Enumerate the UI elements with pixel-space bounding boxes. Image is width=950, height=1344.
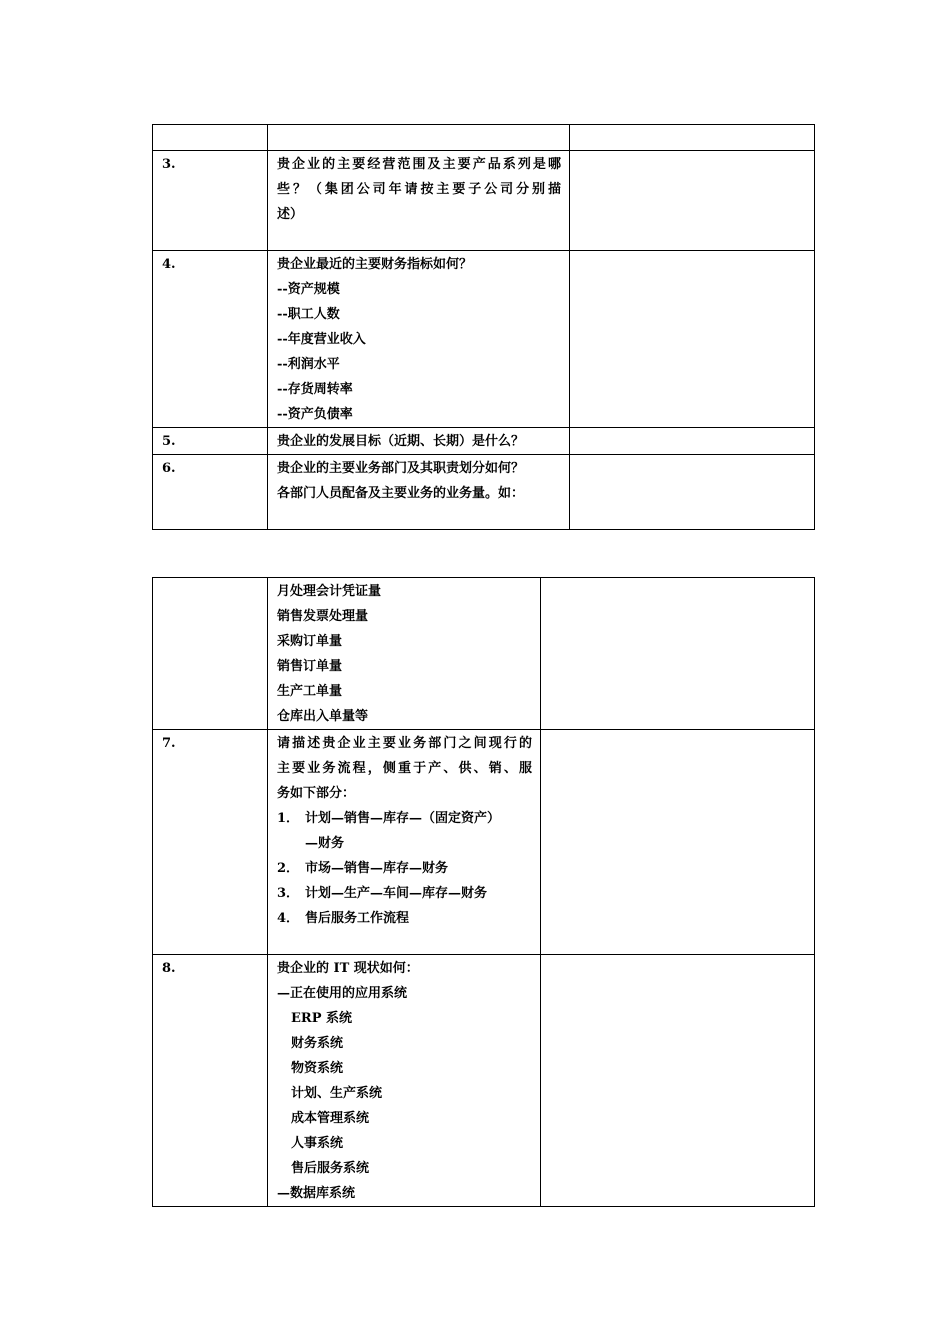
- system-item: 计划、生产系统: [291, 1086, 383, 1101]
- workload-item: 销售发票处理量: [277, 609, 369, 624]
- question-text: 贵企业的 IT 现状如何：: [277, 961, 419, 976]
- question-bullet: --职工人数: [277, 307, 340, 322]
- process-item-number: 3．: [277, 886, 300, 901]
- process-item: [277, 906, 532, 931]
- answer-cell: [541, 730, 815, 955]
- database-subheader: —数据库系统: [277, 1186, 356, 1201]
- number-cell: [153, 125, 268, 151]
- process-item: [277, 806, 532, 831]
- process-item-number: 1．: [277, 811, 300, 826]
- answer-cell: [541, 955, 815, 1207]
- table-row: [153, 151, 815, 251]
- question-bullet: --年度营业收入: [277, 332, 366, 347]
- question-text: 贵企业的发展目标（近期、长期）是什么？: [277, 434, 525, 449]
- workload-item: 采购订单量: [277, 634, 343, 649]
- workload-item: 仓库出入单量等: [277, 709, 369, 724]
- answer-cell: [570, 428, 815, 455]
- question-text: 贵企业最近的主要财务指标如何？: [277, 257, 473, 272]
- answer-cell: [570, 151, 815, 251]
- question-text: 贵企业的主要经营范围及主要产品系列是哪: [277, 157, 561, 172]
- workload-item: 生产工单量: [277, 684, 343, 699]
- question-cell: [268, 125, 570, 151]
- question-cell: [268, 428, 570, 455]
- question-text: 请描述贵企业主要业务部门之间现行的: [277, 736, 532, 751]
- question-cell: [268, 251, 570, 428]
- question-cell: [268, 455, 570, 530]
- process-item-continuation: —财务: [305, 836, 345, 851]
- question-text: 些？（集团公司年请按主要子公司分别描: [277, 182, 561, 197]
- question-text: 务如下部分：: [277, 786, 356, 801]
- process-item-text: 计划—生产—车间—库存—财务: [305, 886, 488, 901]
- question-number: 6.: [153, 455, 268, 530]
- answer-cell: [570, 125, 815, 151]
- process-item: [277, 856, 532, 881]
- question-number: 5.: [153, 428, 268, 455]
- question-bullet: --存货周转率: [277, 382, 353, 397]
- systems-subheader: —正在使用的应用系统: [277, 986, 408, 1001]
- question-bullet: --资产负债率: [277, 407, 353, 422]
- system-item: ERP 系统: [291, 1011, 353, 1026]
- question-number: 3.: [153, 151, 268, 251]
- question-bullet: --资产规模: [277, 282, 340, 297]
- question-cell: [268, 955, 541, 1207]
- answer-cell: [570, 455, 815, 530]
- question-number: 8.: [153, 955, 268, 1207]
- system-item: 人事系统: [291, 1136, 344, 1151]
- answer-cell: [570, 251, 815, 428]
- answer-cell: [541, 578, 815, 730]
- table-row: [153, 125, 815, 151]
- question-bullet: --利润水平: [277, 357, 340, 372]
- process-item-number: 2．: [277, 861, 300, 876]
- system-item: 成本管理系统: [291, 1111, 370, 1126]
- table-row: [153, 428, 815, 455]
- question-text: 主要业务流程，侧重于产、供、销、服: [277, 761, 532, 776]
- process-item-text: 市场—销售—库存—财务: [305, 861, 449, 876]
- system-item: 售后服务系统: [291, 1161, 370, 1176]
- table-row: [153, 730, 815, 955]
- questionnaire-table-2: [152, 577, 815, 1207]
- system-item: 财务系统: [291, 1036, 344, 1051]
- question-number: 4.: [153, 251, 268, 428]
- process-item-number: 4．: [277, 911, 300, 926]
- workload-item: 月处理会计凭证量: [277, 584, 382, 599]
- number-cell: [153, 578, 268, 730]
- table-row: [153, 455, 815, 530]
- question-text: 各部门人员配备及主要业务的业务量。如：: [277, 486, 525, 501]
- question-cell: [268, 730, 541, 955]
- system-item: 物资系统: [291, 1061, 344, 1076]
- question-text: 述）: [277, 207, 304, 222]
- process-item: [277, 881, 532, 906]
- question-cell: [268, 578, 541, 730]
- process-item-text: 计划—销售—库存—（固定资产）: [305, 811, 501, 826]
- table-row: [153, 578, 815, 730]
- process-item-text: 售后服务工作流程: [305, 911, 410, 926]
- table-row: [153, 251, 815, 428]
- workload-item: 销售订单量: [277, 659, 343, 674]
- question-number: 7.: [153, 730, 268, 955]
- table-row: [153, 955, 815, 1207]
- questionnaire-table-1: [152, 124, 815, 530]
- question-text: 贵企业的主要业务部门及其职责划分如何？: [277, 461, 525, 476]
- question-cell: [268, 151, 570, 251]
